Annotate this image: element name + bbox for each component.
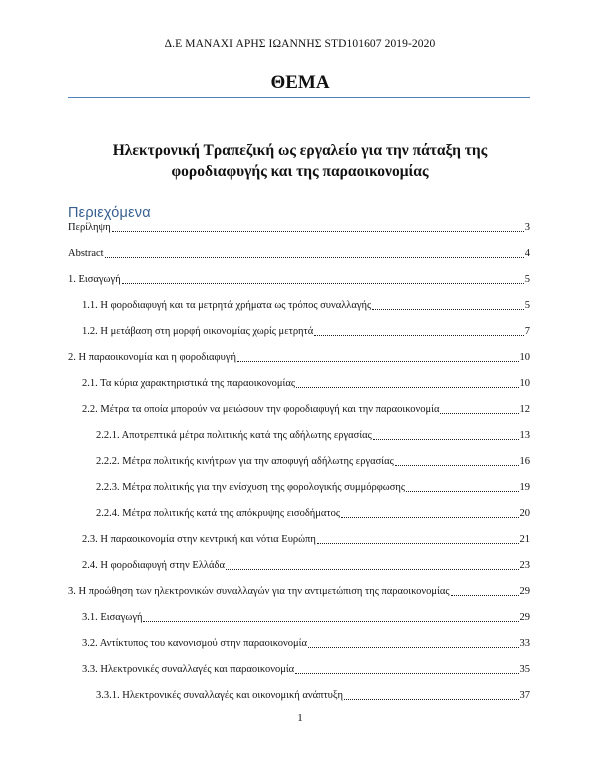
toc-entry-2-1[interactable] [82, 377, 530, 391]
toc-entry-title: Abstract [68, 248, 104, 259]
toc-leader-dots [451, 585, 519, 596]
toc-leader-dots [373, 429, 519, 440]
toc-entry-2[interactable] [68, 351, 530, 365]
toc-entry-page: 3 [524, 222, 530, 233]
toc-entry-page: 20 [519, 508, 530, 519]
toc-entry-page: 23 [519, 560, 530, 571]
toc-entry-page: 19 [519, 482, 530, 493]
toc-leader-dots [122, 273, 524, 284]
toc-entry-title: 2.2.4. Μέτρα πολιτικής κατά της απόκρυψης εισοδήματος [96, 508, 341, 519]
toc-entry-title: 2.4. Η φοροδιαφυγή στην Ελλάδα [82, 560, 225, 571]
toc-leader-dots [440, 403, 518, 414]
toc-entry-page: 10 [519, 352, 530, 363]
toc-entry-page: 13 [519, 430, 530, 441]
toc-entry-2-3[interactable] [82, 533, 530, 547]
toc-entry-title: 3.1. Εισαγωγή [82, 612, 143, 623]
toc-entry-title: Περίληψη [68, 222, 111, 233]
toc-entry-title: 2.1. Τα κύρια χαρακτηριστικά της παραοικονομίας [82, 378, 295, 389]
toc-heading: Περιεχόμενα [68, 205, 151, 221]
toc-entry-3-3[interactable] [82, 663, 530, 677]
toc-entry-1-1[interactable] [82, 299, 530, 313]
toc-entry-3-2[interactable] [82, 637, 530, 651]
toc-leader-dots [105, 247, 524, 258]
toc-leader-dots [237, 351, 519, 362]
toc-entry-2-2-2[interactable] [96, 455, 530, 469]
toc-entry-3-3-1[interactable] [96, 689, 530, 703]
toc-entry-2-2-3[interactable] [96, 481, 530, 495]
toc-entry-page: 21 [519, 534, 530, 545]
title-divider [68, 97, 530, 98]
toc-leader-dots [112, 221, 524, 232]
toc-entry-page: 16 [519, 456, 530, 467]
toc-entry-page: 4 [524, 248, 530, 259]
toc-entry-abstract-gr[interactable] [68, 221, 530, 235]
document-title: ΘΕΜΑ [270, 72, 330, 93]
toc-entry-3[interactable] [68, 585, 530, 599]
toc-entry-page: 7 [524, 326, 530, 337]
toc-entry-title: 2.3. Η παραοικονομία στην κεντρική και νότια Ευρώπη [82, 534, 316, 545]
toc-entry-title: 2.2. Μέτρα τα οποία μπορούν να μειώσουν την φοροδιαφυγή και την παραοικονομία [82, 404, 440, 415]
toc-entry-title: 2.2.1. Αποτρεπτικά μέτρα πολιτικής κατά της αδήλωτης εργασίας [96, 430, 372, 441]
toc-entry-page: 35 [519, 664, 530, 675]
running-header: Δ.Ε ΜΑΝΑΧΙ ΑΡΗΣ ΙΩΑΝΝΗΣ STD101607 2019-2020 [164, 38, 436, 50]
toc-entry-title: 1. Εισαγωγή [68, 274, 121, 285]
toc-entry-title: 1.1. Η φοροδιαφυγή και τα μετρητά χρήματα ως τρόπος συναλλαγής [82, 300, 372, 311]
toc-leader-dots [226, 559, 519, 570]
toc-entry-abstract-en[interactable] [68, 247, 530, 261]
toc-entry-page: 12 [519, 404, 530, 415]
toc-entry-title: 1.2. Η μετάβαση στη μορφή οικονομίας χωρίς μετρητά [82, 326, 314, 337]
toc-entry-page: 5 [524, 300, 530, 311]
toc-entry-title: 2.2.2. Μέτρα πολιτικής κινήτρων για την αποφυγή αδήλωτης εργασίας [96, 456, 394, 467]
toc-entry-1-2[interactable] [82, 325, 530, 339]
toc-leader-dots [341, 507, 518, 518]
subtitle-line-2: φοροδιαφυγής και της παραοικονομίας [171, 163, 429, 180]
toc-leader-dots [308, 637, 519, 648]
toc-leader-dots [344, 689, 518, 700]
toc-entry-page: 29 [519, 586, 530, 597]
document-subtitle [90, 140, 510, 182]
toc-entry-page: 5 [524, 274, 530, 285]
toc-entry-2-4[interactable] [82, 559, 530, 573]
toc-leader-dots [317, 533, 519, 544]
toc-entry-page: 10 [519, 378, 530, 389]
toc-entry-title: 3.3.1. Ηλεκτρονικές συναλλαγές και οικονομική ανάπτυξη [96, 690, 344, 701]
toc-entry-1[interactable] [68, 273, 530, 287]
toc-leader-dots [406, 481, 518, 492]
subtitle-line-1: Ηλεκτρονική Τραπεζική ως εργαλείο για την πάταξη της [112, 142, 488, 159]
toc-entry-page: 33 [519, 638, 530, 649]
toc-entry-2-2-1[interactable] [96, 429, 530, 443]
toc-entry-title: 2. Η παραοικονομία και η φοροδιαφυγή [68, 352, 236, 363]
toc-leader-dots [143, 611, 518, 622]
toc-entry-3-1[interactable] [82, 611, 530, 625]
toc-leader-dots [295, 663, 518, 674]
toc-entry-title: 3.3. Ηλεκτρονικές συναλλαγές και παραοικονομία [82, 664, 295, 675]
toc-entry-page: 29 [519, 612, 530, 623]
toc-entry-title: 2.2.3. Μέτρα πολιτικής για την ενίσχυση της φορολογικής συμμόρφωσης [96, 482, 406, 493]
toc-leader-dots [296, 377, 519, 388]
toc-leader-dots [395, 455, 519, 466]
toc-leader-dots [314, 325, 523, 336]
toc-entry-2-2-4[interactable] [96, 507, 530, 521]
toc-entry-page: 37 [519, 690, 530, 701]
toc-entry-title: 3.2. Αντίκτυπος του κανονισμού στην παραοικονομία [82, 638, 307, 649]
toc-leader-dots [372, 299, 524, 310]
toc-entry-2-2[interactable] [82, 403, 530, 417]
toc-entry-title: 3. Η προώθηση των ηλεκτρονικών συναλλαγών για την αντιμετώπιση της παραοικονομίας [68, 586, 450, 597]
page-number: 1 [297, 712, 303, 724]
